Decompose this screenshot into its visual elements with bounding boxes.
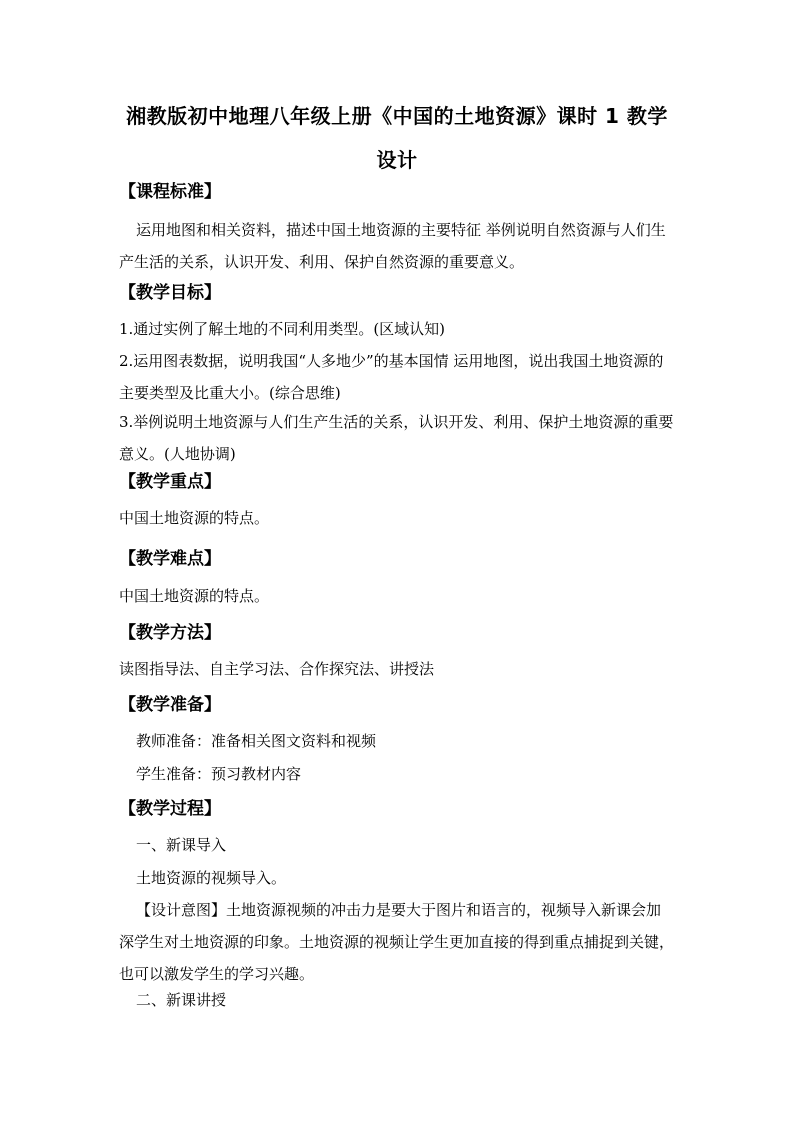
heading-methods: 【教学方法】 <box>119 623 221 643</box>
student-preparation: 学生准备：预习教材内容 <box>136 765 302 783</box>
objective-item-3: 3.举例说明土地资源与人们生产生活的关系，认识开发、利用、保护土地资源的重要意义。(人地协调) <box>119 413 674 463</box>
process-step-2-title: 二、新课讲授 <box>136 991 227 1009</box>
heading-process: 【教学过程】 <box>119 799 221 819</box>
objective-item-2: 2.运用图表数据，说明我国“人多地少”的基本国情 运用地图，说出我国土地资源的主要类型及比重大小。(综合思维) <box>119 352 664 402</box>
heading-objectives: 【教学目标】 <box>119 283 221 303</box>
process-step-1-title: 一、新课导入 <box>136 836 227 854</box>
objective-item-1: 1.通过实例了解土地的不同利用类型。(区域认知) <box>119 320 446 338</box>
curriculum-standard-text: 运用地图和相关资料，描述中国土地资源的主要特征 举例说明自然资源与人们生产生活的关系，认识开发、利用、保护自然资源的重要意义。 <box>119 221 666 271</box>
teacher-preparation: 教师准备：准备相关图文资料和视频 <box>136 732 377 750</box>
design-intent-text: 【设计意图】土地资源视频的冲击力是要大于图片和语言的，视频导入新课会加深学生对土地资源的印象。土地资源的视频让学生更加直接的得到重点捕捉到关键，也可以激发学生的学习兴趣。 <box>119 901 675 983</box>
process-step-1-text: 土地资源的视频导入。 <box>136 869 287 887</box>
key-points-text: 中国土地资源的特点。 <box>119 509 270 527</box>
heading-curriculum-standard: 【课程标准】 <box>119 182 221 202</box>
heading-difficulties: 【教学难点】 <box>119 549 221 569</box>
document-title: 湘教版初中地理八年级上册《中国的土地资源》课时 1 教学设计 <box>126 104 668 172</box>
methods-text: 读图指导法、自主学习法、合作探究法、讲授法 <box>119 660 435 678</box>
heading-preparation: 【教学准备】 <box>119 695 221 715</box>
difficulties-text: 中国土地资源的特点。 <box>119 587 270 605</box>
heading-key-points: 【教学重点】 <box>119 472 221 492</box>
